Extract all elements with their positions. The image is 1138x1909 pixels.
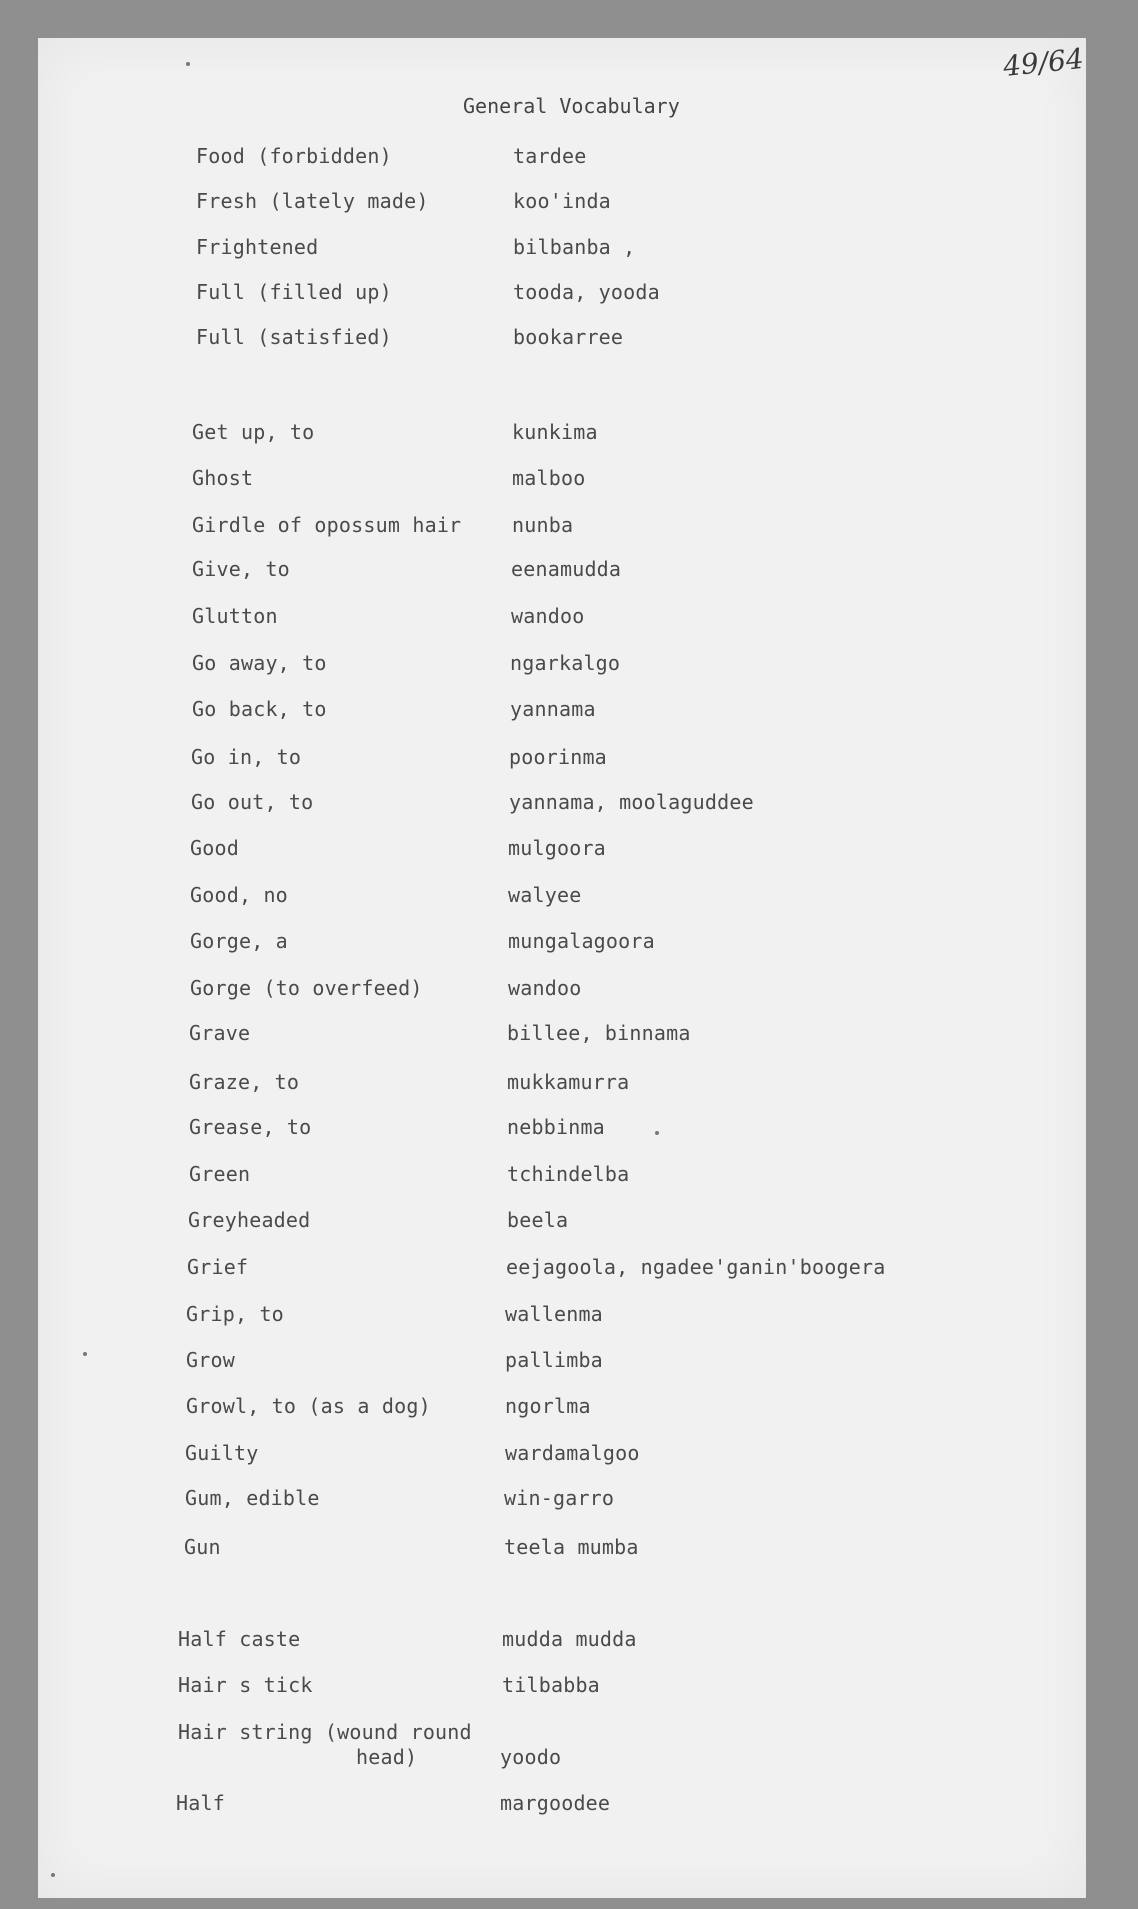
english-term: Girdle of opossum hair xyxy=(192,513,462,537)
vocab-entry xyxy=(0,189,1138,217)
speck xyxy=(51,1873,55,1877)
native-word: beela xyxy=(507,1208,569,1232)
vocab-entry xyxy=(0,651,1138,679)
native-word: tardee xyxy=(513,144,587,168)
vocab-entry xyxy=(0,1070,1138,1098)
vocab-entry xyxy=(0,144,1138,172)
english-term: Graze, to xyxy=(189,1070,300,1094)
vocab-entry xyxy=(0,836,1138,864)
native-word: tilbabba xyxy=(502,1673,600,1697)
english-term: Go in, to xyxy=(191,745,302,769)
english-term: Gorge, a xyxy=(190,929,288,953)
vocab-entry xyxy=(0,1441,1138,1469)
vocab-entry xyxy=(0,1791,1138,1819)
vocab-entry xyxy=(0,1486,1138,1514)
native-word: margoodee xyxy=(500,1791,611,1815)
english-term: Green xyxy=(189,1162,251,1186)
english-term: Go away, to xyxy=(192,651,327,675)
vocab-entry xyxy=(0,1535,1138,1563)
native-word: mulgoora xyxy=(508,836,606,860)
english-term: Food (forbidden) xyxy=(196,144,392,168)
vocab-entry xyxy=(0,513,1138,541)
english-term-continuation: head) xyxy=(356,1745,418,1769)
vocab-entry xyxy=(0,466,1138,494)
vocab-entry xyxy=(0,1673,1138,1701)
english-term: Grip, to xyxy=(186,1302,284,1326)
native-word: nunba xyxy=(512,513,574,537)
vocab-entry xyxy=(0,280,1138,308)
native-word: ngorlma xyxy=(505,1394,591,1418)
english-term: Ghost xyxy=(192,466,254,490)
native-word: yoodo xyxy=(500,1745,562,1769)
native-word: nebbinma xyxy=(507,1115,605,1139)
native-word: wardamalgoo xyxy=(505,1441,640,1465)
english-term: Hair string (wound round xyxy=(178,1720,472,1744)
native-word: eenamudda xyxy=(511,557,622,581)
english-term: Get up, to xyxy=(192,420,315,444)
vocab-entry xyxy=(0,1720,1138,1769)
native-word: pallimba xyxy=(505,1348,603,1372)
vocab-entry xyxy=(0,1021,1138,1049)
document-page xyxy=(38,38,1086,1898)
native-word: koo'inda xyxy=(513,189,611,213)
native-word: tchindelba xyxy=(507,1162,630,1186)
native-word: wandoo xyxy=(508,976,582,1000)
vocab-entry xyxy=(0,557,1138,585)
vocab-entry xyxy=(0,1208,1138,1236)
native-word: billee, binnama xyxy=(507,1021,691,1045)
english-term: Good, no xyxy=(190,883,288,907)
native-word: tooda, yooda xyxy=(513,280,660,304)
speck xyxy=(186,62,190,66)
vocab-entry xyxy=(0,1627,1138,1655)
page-number: 49/64 xyxy=(1001,41,1086,84)
native-word: teela mumba xyxy=(504,1535,639,1559)
english-term: Fresh (lately made) xyxy=(196,189,429,213)
english-term: Gorge (to overfeed) xyxy=(190,976,423,1000)
english-term: Grow xyxy=(186,1348,235,1372)
native-word: win-garro xyxy=(504,1486,615,1510)
native-word: bookarree xyxy=(513,325,624,349)
english-term: Go back, to xyxy=(192,697,327,721)
native-word: yannama xyxy=(510,697,596,721)
vocab-entry xyxy=(0,604,1138,632)
native-word: wallenma xyxy=(505,1302,603,1326)
vocab-entry xyxy=(0,1115,1138,1143)
english-term: Grief xyxy=(187,1255,249,1279)
english-term: Give, to xyxy=(192,557,290,581)
native-word: poorinma xyxy=(509,745,607,769)
english-term: Guilty xyxy=(185,1441,259,1465)
english-term: Half caste xyxy=(178,1627,301,1651)
english-term: Grave xyxy=(189,1021,251,1045)
english-term: Frightened xyxy=(196,235,319,259)
vocab-entry xyxy=(0,929,1138,957)
vocab-entry xyxy=(0,976,1138,1004)
vocab-entry xyxy=(0,1394,1138,1422)
english-term: Gun xyxy=(184,1535,221,1559)
native-word: kunkima xyxy=(512,420,598,444)
english-term: Go out, to xyxy=(191,790,314,814)
vocab-entry xyxy=(0,790,1138,818)
vocab-entry xyxy=(0,1348,1138,1376)
vocab-entry xyxy=(0,1162,1138,1190)
vocab-entry xyxy=(0,420,1138,448)
english-term: Full (satisfied) xyxy=(196,325,392,349)
english-term: Grease, to xyxy=(189,1115,312,1139)
vocab-entry xyxy=(0,235,1138,263)
native-word: eejagoola, ngadee'ganin'boogera xyxy=(506,1255,886,1279)
native-word: mukkamurra xyxy=(507,1070,630,1094)
native-word: ngarkalgo xyxy=(510,651,621,675)
native-word: mungalagoora xyxy=(508,929,655,953)
speck xyxy=(655,1131,659,1135)
english-term: Full (filled up) xyxy=(196,280,392,304)
english-term: Gum, edible xyxy=(185,1486,320,1510)
vocab-entry xyxy=(0,1255,1138,1283)
english-term: Glutton xyxy=(192,604,278,628)
native-word: yannama, moolaguddee xyxy=(509,790,754,814)
native-word: malboo xyxy=(512,466,586,490)
english-term: Half xyxy=(176,1791,225,1815)
english-term: Hair s tick xyxy=(178,1673,313,1697)
vocab-entry xyxy=(0,883,1138,911)
vocab-entry xyxy=(0,1302,1138,1330)
vocab-entry xyxy=(0,697,1138,725)
english-term: Growl, to (as a dog) xyxy=(186,1394,431,1418)
native-word: walyee xyxy=(508,883,582,907)
english-term: Good xyxy=(190,836,239,860)
english-term: Greyheaded xyxy=(188,1208,311,1232)
vocab-entry xyxy=(0,745,1138,773)
native-word: wandoo xyxy=(511,604,585,628)
speck xyxy=(83,1352,87,1356)
native-word: mudda mudda xyxy=(502,1627,637,1651)
vocab-entry xyxy=(0,325,1138,353)
native-word: bilbanba , xyxy=(513,235,636,259)
page-title-text: General Vocabulary xyxy=(463,94,680,118)
